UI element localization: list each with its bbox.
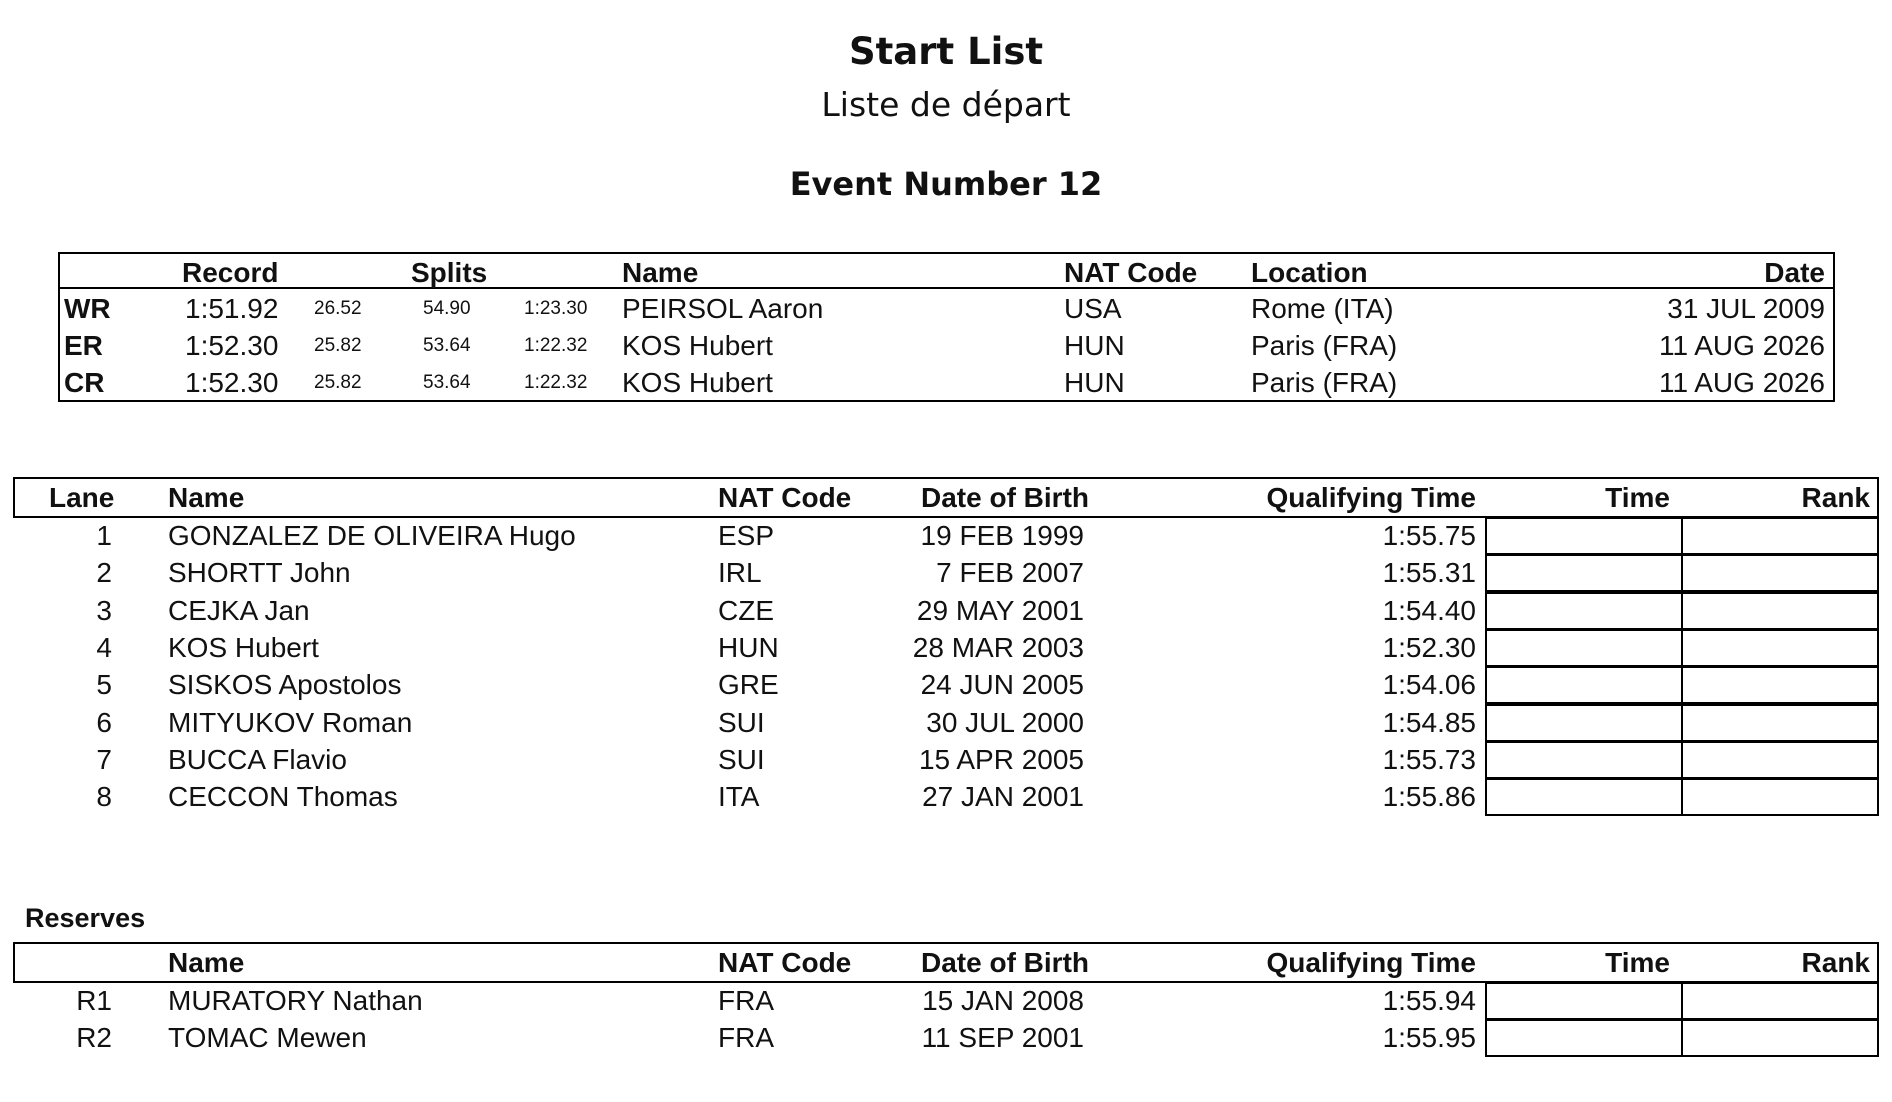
rank-entry-box[interactable]: [1681, 592, 1879, 630]
lane-number: 5: [96, 669, 112, 701]
athlete-name: SISKOS Apostolos: [168, 669, 402, 701]
record-time: 1:52.30: [185, 367, 279, 398]
qualifying-time: 1:55.75: [1382, 520, 1476, 551]
lane-number: 4: [96, 631, 112, 663]
athlete-nat: CZE: [718, 594, 774, 626]
athlete-name: MITYUKOV Roman: [168, 706, 413, 738]
record-code: CR: [64, 367, 105, 398]
lane-number: 7: [96, 743, 112, 775]
record-code: ER: [64, 330, 103, 361]
event-title: Event Number 12: [789, 165, 1103, 203]
record-split: 1:23.30: [524, 298, 588, 319]
time-entry-box[interactable]: [1485, 629, 1683, 667]
time-entry-box[interactable]: [1485, 517, 1683, 555]
reserve-time-entry-box[interactable]: [1485, 982, 1683, 1020]
qualifying-time: 1:54.85: [1382, 706, 1476, 738]
record-time: 1:51.92: [185, 293, 279, 324]
record-split: 26.52: [314, 298, 362, 319]
records-col-date: Date: [1764, 257, 1825, 288]
athlete-name: GONZALEZ DE OLIVEIRA Hugo: [168, 520, 576, 551]
reserves-col-name: Name: [168, 947, 245, 978]
rank-entry-box[interactable]: [1681, 517, 1879, 555]
startlist-col-name: Name: [168, 482, 245, 513]
reserve-lane: R2: [76, 1022, 112, 1054]
rank-entry-box[interactable]: [1681, 629, 1879, 667]
record-nat: HUN: [1064, 367, 1125, 398]
reserve-name: TOMAC Mewen: [168, 1022, 367, 1054]
lane-number: 6: [96, 706, 112, 738]
record-split: 53.64: [423, 372, 471, 393]
startlist-col-dob: Date of Birth: [921, 482, 1089, 513]
record-split: 1:22.32: [524, 372, 588, 393]
lane-number: 2: [96, 557, 112, 589]
qualifying-time: 1:54.06: [1382, 669, 1476, 701]
athlete-name: KOS Hubert: [168, 631, 319, 663]
time-entry-box[interactable]: [1485, 666, 1683, 704]
athlete-dob: 7 FEB 2007: [936, 557, 1084, 589]
time-entry-box[interactable]: [1485, 704, 1683, 742]
reserve-dob: 11 SEP 2001: [921, 1022, 1084, 1054]
lane-number: 1: [96, 520, 112, 551]
reserve-nat: FRA: [718, 1022, 774, 1054]
record-holder-name: KOS Hubert: [622, 330, 773, 361]
reserves-col-nat: NAT Code: [718, 947, 852, 978]
records-col-splits: Splits: [411, 257, 488, 288]
records-col-record: Record: [182, 257, 279, 288]
record-date: 31 JUL 2009: [1667, 293, 1825, 324]
reserve-time-entry-box[interactable]: [1485, 1019, 1683, 1057]
athlete-dob: 28 MAR 2003: [912, 631, 1084, 663]
record-split: 1:22.32: [524, 335, 588, 356]
reserve-dob: 15 JAN 2008: [922, 985, 1084, 1016]
record-time: 1:52.30: [185, 330, 279, 361]
record-date: 11 AUG 2026: [1658, 330, 1825, 361]
record-nat: USA: [1064, 293, 1122, 324]
qualifying-time: 1:55.73: [1382, 743, 1476, 775]
athlete-name: BUCCA Flavio: [168, 743, 347, 775]
athlete-dob: 15 APR 2005: [918, 743, 1084, 775]
athlete-nat: SUI: [718, 706, 765, 738]
athlete-dob: 19 FEB 1999: [920, 520, 1084, 551]
athlete-nat: ESP: [718, 520, 775, 551]
athlete-dob: 24 JUN 2005: [920, 669, 1084, 701]
rank-entry-box[interactable]: [1681, 741, 1879, 779]
athlete-name: CECCON Thomas: [168, 781, 398, 813]
page-title: Start List: [848, 30, 1044, 73]
qualifying-time: 1:52.30: [1382, 631, 1476, 663]
record-holder-name: KOS Hubert: [622, 367, 773, 398]
athlete-name: CEJKA Jan: [168, 594, 310, 626]
qualifying-time: 1:55.31: [1382, 557, 1476, 589]
reserves-label: Reserves: [25, 903, 146, 933]
records-col-name: Name: [622, 257, 699, 288]
reserve-rank-entry-box[interactable]: [1681, 982, 1879, 1020]
record-code: WR: [64, 293, 111, 324]
rank-entry-box[interactable]: [1681, 554, 1879, 592]
startlist-col-qt: Qualifying Time: [1266, 482, 1476, 513]
reserves-col-time: Time: [1605, 947, 1670, 978]
record-holder-name: PEIRSOL Aaron: [622, 293, 824, 324]
record-location: Paris (FRA): [1251, 367, 1398, 398]
records-col-location: Location: [1251, 257, 1368, 288]
athlete-dob: 30 JUL 2000: [926, 706, 1084, 738]
reserves-col-dob: Date of Birth: [921, 947, 1089, 978]
records-col-nat: NAT Code: [1064, 257, 1198, 288]
athlete-nat: HUN: [718, 631, 779, 663]
startlist-col-lane: Lane: [49, 482, 115, 513]
startlist-col-time: Time: [1605, 482, 1670, 513]
reserve-qualifying-time: 1:55.95: [1382, 1022, 1476, 1054]
time-entry-box[interactable]: [1485, 554, 1683, 592]
reserve-name: MURATORY Nathan: [168, 985, 423, 1016]
record-split: 53.64: [423, 335, 471, 356]
record-nat: HUN: [1064, 330, 1125, 361]
reserves-col-qt: Qualifying Time: [1266, 947, 1476, 978]
time-entry-box[interactable]: [1485, 741, 1683, 779]
athlete-nat: ITA: [718, 781, 760, 813]
record-split: 25.82: [314, 335, 362, 356]
record-date: 11 AUG 2026: [1658, 367, 1825, 398]
rank-entry-box[interactable]: [1681, 704, 1879, 742]
time-entry-box[interactable]: [1485, 778, 1683, 816]
reserve-lane: R1: [76, 985, 112, 1016]
reserves-col-rank: Rank: [1801, 947, 1870, 978]
lane-number: 3: [96, 594, 112, 626]
athlete-dob: 29 MAY 2001: [916, 594, 1084, 626]
athlete-dob: 27 JAN 2001: [922, 781, 1084, 813]
athlete-nat: SUI: [718, 743, 765, 775]
reserve-nat: FRA: [718, 985, 774, 1016]
rank-entry-box[interactable]: [1681, 666, 1879, 704]
reserve-rank-entry-box[interactable]: [1681, 1019, 1879, 1057]
record-location: Paris (FRA): [1251, 330, 1398, 361]
record-location: Rome (ITA): [1251, 293, 1394, 324]
qualifying-time: 1:55.86: [1382, 781, 1476, 813]
reserve-qualifying-time: 1:55.94: [1382, 985, 1476, 1016]
qualifying-time: 1:54.40: [1382, 594, 1476, 626]
lane-number: 8: [96, 781, 112, 813]
record-split: 54.90: [423, 298, 471, 319]
athlete-nat: IRL: [718, 557, 762, 589]
athlete-nat: GRE: [718, 669, 779, 701]
page-subtitle: Liste de départ: [821, 85, 1071, 124]
athlete-name: SHORTT John: [168, 557, 351, 589]
record-split: 25.82: [314, 372, 362, 393]
startlist-col-rank: Rank: [1801, 482, 1870, 513]
records-header-divider: [58, 287, 1835, 289]
rank-entry-box[interactable]: [1681, 778, 1879, 816]
startlist-col-nat: NAT Code: [718, 482, 852, 513]
time-entry-box[interactable]: [1485, 592, 1683, 630]
